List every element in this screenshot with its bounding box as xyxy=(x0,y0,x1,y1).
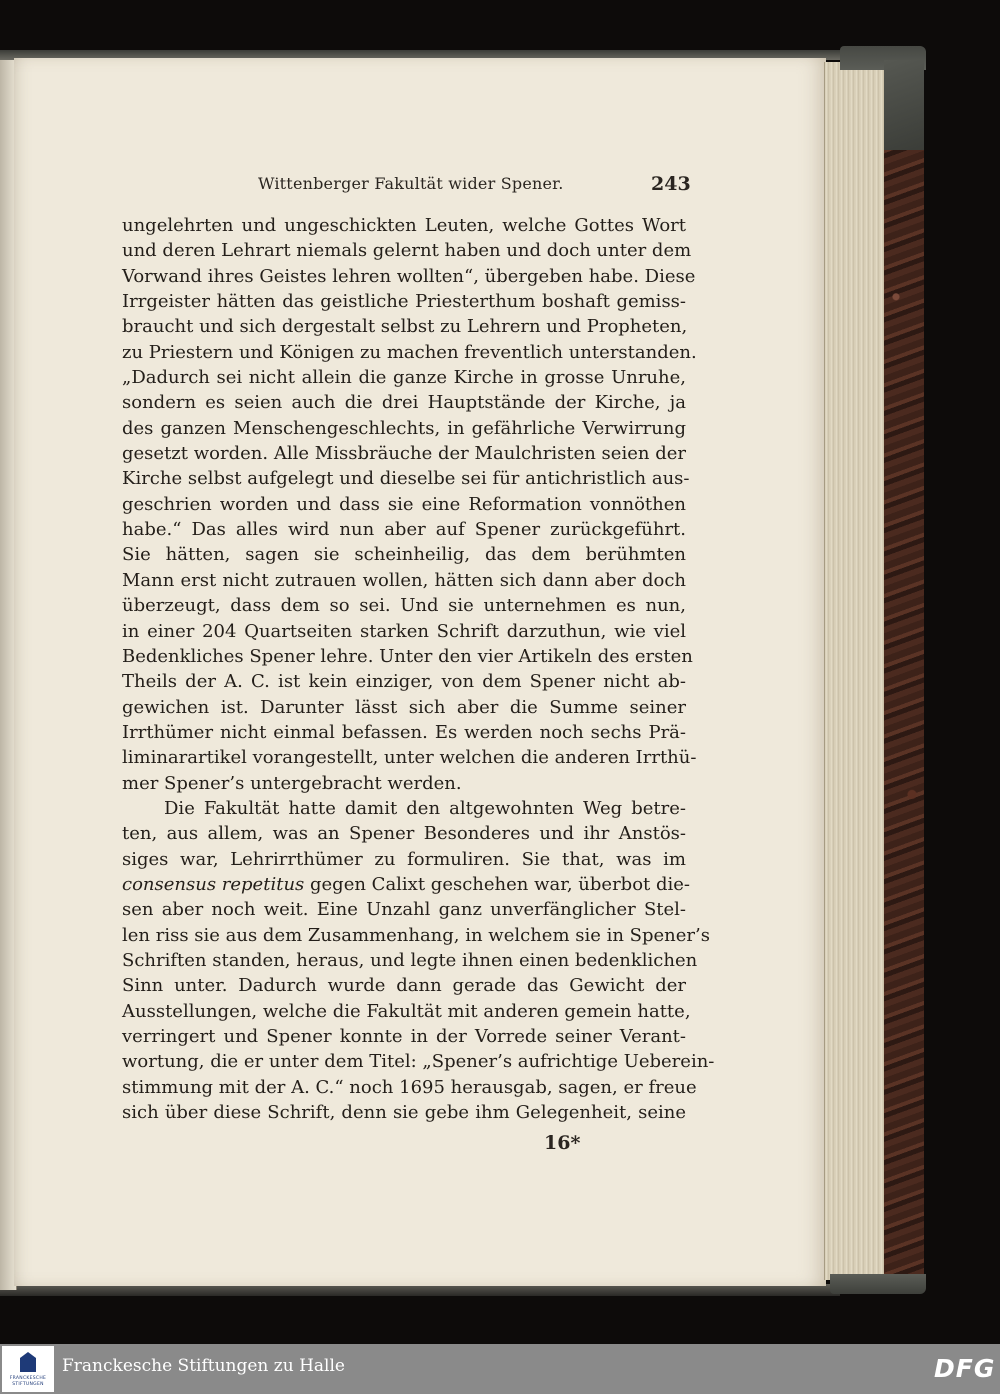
signature-mark: 16* xyxy=(544,1132,581,1154)
text-line: Kirche selbst aufgelegt und dieselbe sei für antichristlich aus- xyxy=(122,468,690,490)
text-line: gesetzt worden. Alle Missbräuche der Maulchristen seien der xyxy=(122,443,686,465)
cover-bottom-corner xyxy=(830,1274,926,1294)
logo-caption: FRANCKESCHE STIFTUNGEN xyxy=(9,1376,47,1387)
text-line: Bedenkliches Spener lehre. Unter den vier Artikeln des ersten xyxy=(122,645,693,667)
text-line: Vorwand ihres Geistes lehren wollten“, übergeben habe. Diese xyxy=(122,265,696,287)
text-line: Mann erst nicht zutrauen wollen, hätten sich dann aber doch xyxy=(122,569,686,591)
text-line: Irrgeister hätten das geistliche Priesterthum boshaft gemiss- xyxy=(122,291,686,313)
text-line: Sie hätten, sagen sie scheinheilig, das dem berühmten xyxy=(122,544,686,566)
text-line: Irrthümer nicht einmal befassen. Es werden noch sechs Prä- xyxy=(122,721,686,743)
text-line: liminarartikel vorangestellt, unter welchen die anderen Irrthü- xyxy=(122,747,697,769)
logo-building-icon xyxy=(20,1352,36,1372)
text-line: habe.“ Das alles wird nun aber auf Spener zurückgeführt. xyxy=(122,519,686,541)
text-line: geschrien worden und dass sie eine Reformation vonnöthen xyxy=(122,493,686,515)
text-line: consensus repetitus gegen Calixt geschehen war, überbot die- xyxy=(122,873,690,895)
footer-bar xyxy=(0,1344,1000,1394)
footer-title[interactable]: Franckesche Stiftungen zu Halle xyxy=(62,1356,345,1376)
text-line: Die Fakultät hatte damit den altgewohnten Weg betre- xyxy=(164,797,686,819)
italic-phrase: consensus repetitus xyxy=(122,873,305,895)
text-line: sondern es seien auch die drei Hauptstände der Kirche, ja xyxy=(122,392,686,414)
body-text xyxy=(122,213,715,1125)
running-head: Wittenberger Fakultät wider Spener. xyxy=(258,174,564,193)
text-line: Ausstellungen, welche die Fakultät mit anderen gemein hatte, xyxy=(122,1000,691,1022)
text-line: sen aber noch weit. Eine Unzahl ganz unverfänglicher Stel- xyxy=(122,899,686,921)
text-line: siges war, Lehrirrthümer zu formuliren. Sie that, was im xyxy=(122,848,686,870)
text-line: und deren Lehrart niemals gelernt haben und doch unter dem xyxy=(122,240,692,262)
dfg-logo[interactable]: DFG xyxy=(934,1354,996,1383)
text-line: len riss sie aus dem Zusammenhang, in welchem sie in Spener’s xyxy=(122,924,710,946)
text-line: gewichen ist. Darunter lässt sich aber die Summe seiner xyxy=(122,696,686,718)
text-line: ten, aus allem, was an Spener Besonderes und ihr Anstös- xyxy=(122,823,686,845)
cover-cloth-corner xyxy=(884,60,924,150)
text-line: zu Priestern und Königen zu machen freventlich unterstanden. xyxy=(122,341,697,363)
marbled-cover xyxy=(884,48,924,1292)
text-line: wortung, die er unter dem Titel: „Spener’s aufrichtige Ueberein- xyxy=(122,1051,715,1073)
text-line: „Dadurch sei nicht allein die ganze Kirche in grosse Unruhe, xyxy=(122,367,686,389)
text-line: Theils der A. C. ist kein einziger, von dem Spener nicht ab- xyxy=(122,671,686,693)
text-line: in einer 204 Quartseiten starken Schrift darzuthun, wie viel xyxy=(122,620,686,642)
franckesche-logo[interactable] xyxy=(2,1346,54,1392)
text-line: verringert und Spener konnte in der Vorrede seiner Verant- xyxy=(122,1026,686,1047)
text-line: stimmung mit der A. C.“ noch 1695 herausgab, sagen, er freue xyxy=(122,1076,697,1098)
text-line: Schriften standen, heraus, und legte ihnen einen bedenklichen xyxy=(122,949,698,971)
text-line: sich über diese Schrift, denn sie gebe ihm Gelegenheit, seine xyxy=(122,1102,686,1124)
text-line: des ganzen Menschengeschlechts, in gefährliche Verwirrung xyxy=(122,417,686,439)
text-line: überzeugt, dass dem so sei. Und sie unternehmen es nun, xyxy=(122,595,686,617)
text-line: ungelehrten und ungeschickten Leuten, welche Gottes Wort xyxy=(122,215,686,236)
text-line: braucht und sich dergestalt selbst zu Lehrern und Propheten, xyxy=(122,316,688,338)
page-stack-edge xyxy=(824,62,887,1280)
text-line: Sinn unter. Dadurch wurde dann gerade das Gewicht der xyxy=(122,975,686,997)
text-line: mer Spener’s untergebracht werden. xyxy=(122,772,462,794)
page-number: 243 xyxy=(651,173,691,195)
